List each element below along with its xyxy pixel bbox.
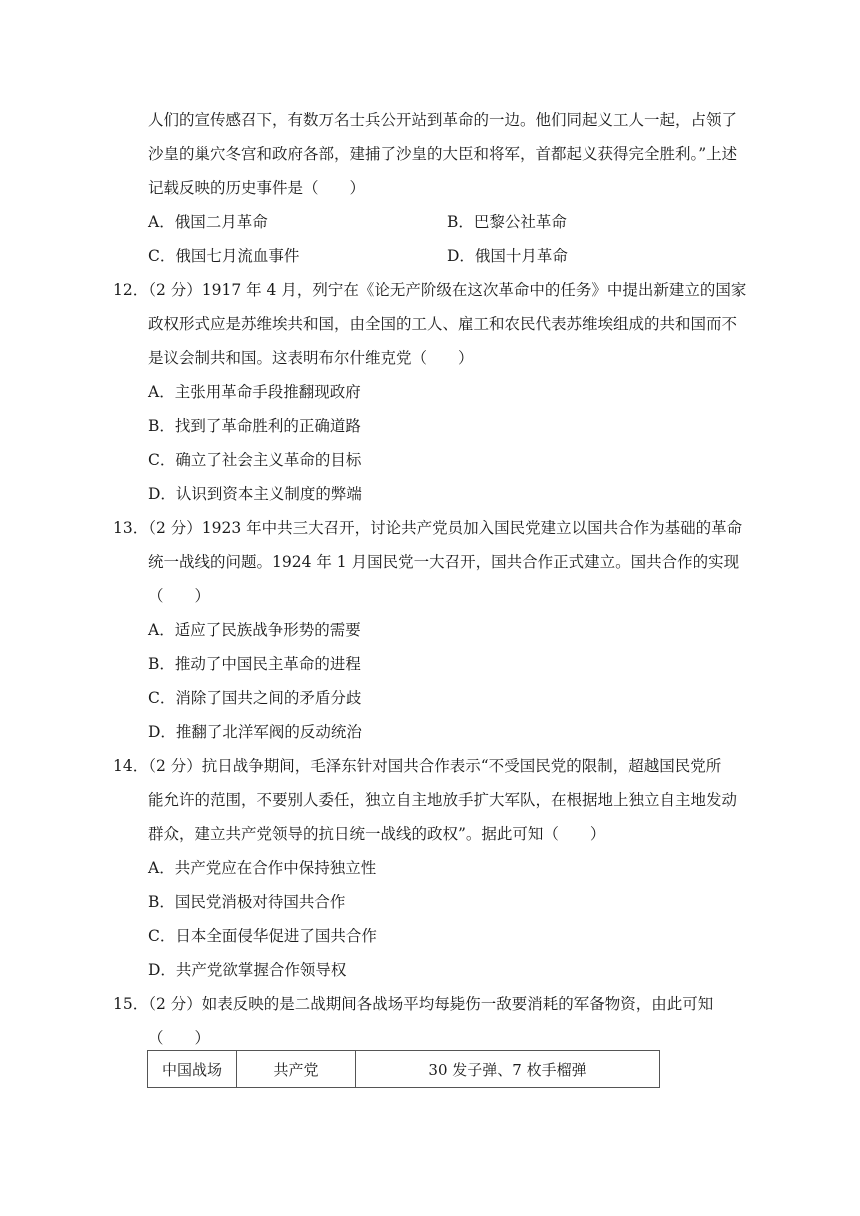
q13-option-b: B．推动了中国民主革命的进程 — [148, 655, 361, 673]
q11-option-b: B．巴黎公社革命 — [447, 213, 567, 231]
q14-option-b: B．国民党消极对待国共合作 — [148, 893, 346, 911]
table-cell-battlefield: 中国战场 — [148, 1051, 237, 1088]
q11-text-line-3: 记载反映的历史事件是（ ） — [148, 179, 366, 197]
q12-option-d: D．认识到资本主义制度的弊端 — [148, 485, 362, 503]
q14-text-line-3: 群众，建立共产党领导的抗日统一战线的政权”。据此可知（ ） — [148, 825, 606, 843]
q11-option-a: A．俄国二月革命 — [148, 213, 268, 231]
q13-option-c: C．消除了国共之间的矛盾分歧 — [148, 689, 362, 707]
table-cell-party: 共产党 — [237, 1051, 356, 1088]
table-row — [148, 1051, 660, 1088]
q11-text-line-2: 沙皇的巢穴冬宫和政府各部，建捕了沙皇的大臣和将军，首都起义获得完全胜利。”上述 — [148, 145, 738, 163]
q15-text-line-2: （ ） — [148, 1029, 211, 1047]
q13-text-line-1: 13．（2 分）1923 年中共三大召开，讨论共产党员加入国民党建立以国共合作为基础的革命 — [113, 519, 743, 537]
q12-option-b: B．找到了革命胜利的正确道路 — [148, 417, 361, 435]
q11-option-d: D．俄国十月革命 — [447, 247, 568, 265]
q14-text-line-1: 14．（2 分）抗日战争期间，毛泽东针对国共合作表示“不受国民党的限制，超越国民党所 — [113, 757, 722, 775]
q12-option-a: A．主张用革命手段推翻现政府 — [148, 383, 361, 401]
q14-option-a: A．共产党应在合作中保持独立性 — [148, 859, 377, 877]
q12-text-line-3: 是议会制共和国。这表明布尔什维克党（ ） — [148, 349, 474, 367]
q14-option-d: D．共产党欲掌握合作领导权 — [148, 961, 347, 979]
q15-text-line-1: 15．（2 分）如表反映的是二战期间各战场平均每毙伤一敌要消耗的军备物资，由此可知 — [113, 995, 714, 1013]
table-cell-consumption: 30 发子弹、7 枚手榴弹 — [356, 1051, 660, 1088]
q11-option-c: C．俄国七月流血事件 — [148, 247, 300, 265]
q13-option-d: D．推翻了北洋军阀的反动统治 — [148, 723, 362, 741]
q12-option-c: C．确立了社会主义革命的目标 — [148, 451, 362, 469]
q13-option-a: A．适应了民族战争形势的需要 — [148, 621, 361, 639]
q12-text-line-1: 12．（2 分）1917 年 4 月，列宁在《论无产阶级在这次革命中的任务》中提出新建立的国家 — [113, 281, 747, 299]
q11-text-line-1: 人们的宣传感召下，有数万名士兵公开站到革命的一边。他们同起义工人一起，占领了 — [148, 111, 738, 129]
q14-text-line-2: 能允许的范围，不要别人委任，独立自主地放手扩大军队，在根据地上独立自主地发动 — [148, 791, 738, 809]
q14-option-c: C．日本全面侵华促进了国共合作 — [148, 927, 377, 945]
q13-text-line-2: 统一战线的问题。1924 年 1 月国民党一大召开，国共合作正式建立。国共合作的实现 — [148, 553, 740, 571]
q13-text-line-3: （ ） — [148, 587, 211, 605]
q15-data-table — [147, 1050, 660, 1088]
q12-text-line-2: 政权形式应是苏维埃共和国，由全国的工人、雇工和农民代表苏维埃组成的共和国而不 — [148, 315, 738, 333]
